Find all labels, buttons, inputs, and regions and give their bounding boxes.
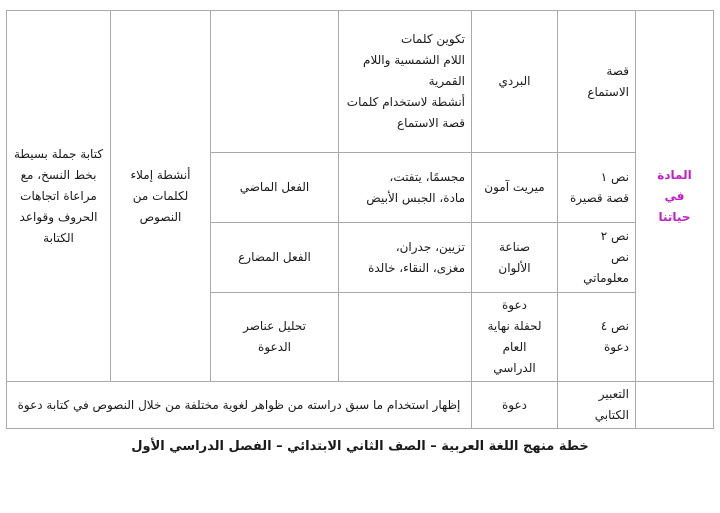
text-cell: صناعة الألوان bbox=[472, 223, 558, 293]
subject-label: المادة في حياتنا bbox=[636, 11, 714, 382]
dictation-cell: أنشطة إملاء لكلمات من النصوص bbox=[111, 11, 211, 382]
component-cell: قصة الاستماع bbox=[558, 11, 636, 153]
writing-description: إظهار استخدام ما سبق دراسته من ظواهر لغوية مختلفة من خلال النصوص في كتابة دعوة bbox=[7, 382, 472, 429]
grammar-cell: الفعل الماضي bbox=[211, 153, 339, 223]
table-caption: خطة منهج اللغة العربية – الصف الثاني الابتدائي – الفصل الدراسي الأول bbox=[131, 439, 589, 454]
component-cell: نص ٤ دعوة bbox=[558, 293, 636, 382]
component-cell: نص ٢ نص معلوماتي bbox=[558, 223, 636, 293]
grammar-cell: الفعل المضارع bbox=[211, 223, 339, 293]
subject-cell-empty bbox=[636, 382, 714, 429]
text-cell: ميريت آمون bbox=[472, 153, 558, 223]
text-cell: البردي bbox=[472, 11, 558, 153]
vocab-cell-empty bbox=[339, 293, 472, 382]
grammar-cell-empty bbox=[211, 11, 339, 153]
handwriting-cell: كتابة جملة بسيطة بخط النسخ، مع مراعاة اتجاهات الحروف وقواعد الكتابة bbox=[7, 11, 111, 382]
curriculum-plan-table bbox=[6, 10, 714, 429]
vocab-cell: مجسمًا، يتفتت، مادة، الجبس الأبيض bbox=[339, 153, 472, 223]
writing-component-cell: التعبير الكتابي bbox=[558, 382, 636, 429]
vocab-cell: تكوين كلمات اللام الشمسية واللام القمرية أنشطة لاستخدام كلمات قصة الاستماع bbox=[339, 11, 472, 153]
vocab-cell: تزيين، جدران، مغزى، النقاء، خالدة bbox=[339, 223, 472, 293]
text-cell: دعوة لحفلة نهاية العام الدراسي bbox=[472, 293, 558, 382]
grammar-cell: تحليل عناصر الدعوة bbox=[211, 293, 339, 382]
component-cell: نص ١ قصة قصيرة bbox=[558, 153, 636, 223]
writing-text-cell: دعوة bbox=[472, 382, 558, 429]
